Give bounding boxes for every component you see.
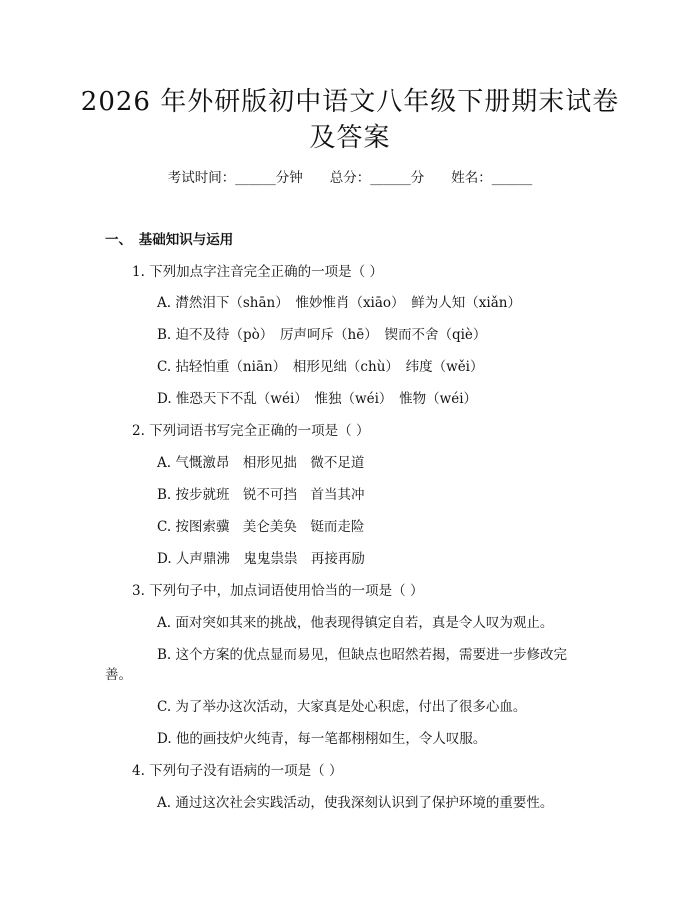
question-3-option-d: D. 他的画技炉火纯青，每一笔都栩栩如生，令人叹服。 [157,731,487,747]
section-heading: 一、 基础知识与运用 [105,232,234,248]
question-3-option-a: A. 面对突如其来的挑战，他表现得镇定自若，真是令人叹为观止。 [157,615,554,631]
page-title-line-2: 及答案 [309,123,391,153]
page-title-line-1: 2026 年外研版初中语文八年级下册期末试卷 [80,87,620,117]
question-3-option-b-continued: 善。 [105,667,132,683]
question-4-stem: 4. 下列句子没有语病的一项是（ ） [132,763,343,779]
question-1-option-d: D. 惟恐天下不乱（wéi） 惟独（wéi） 惟物（wéi） [157,391,478,407]
question-3-option-b: B. 这个方案的优点显而易见，但缺点也昭然若揭，需要进一步修改完 [157,647,568,663]
question-1-option-a: A. 潸然泪下（shān） 惟妙惟肖（xiāo） 鲜为人知（xiǎn） [157,295,521,311]
question-1-option-b: B. 迫不及待（pò） 厉声呵斥（hē） 锲而不舍（qiè） [157,327,487,343]
question-3-option-c: C. 为了举办这次活动，大家真是处心积虑，付出了很多心血。 [157,699,527,715]
exam-info-line: 考试时间：______分钟 总分：______分 姓名：______ [167,170,533,186]
question-1-stem: 1. 下列加点字注音完全正确的一项是（ ） [132,264,383,280]
question-3-stem: 3. 下列句子中，加点词语使用恰当的一项是（ ） [132,583,424,599]
question-2-stem: 2. 下列词语书写完全正确的一项是（ ） [132,423,370,439]
question-2-option-a: A. 气慨激昂 相形见拙 微不足道 [157,455,365,471]
question-1-option-c: C. 拈轻怕重（niān） 相形见绌（chù） 纬度（wěi） [157,359,484,375]
question-2-option-c: C. 按图索骥 美仑美奂 铤而走险 [157,519,365,535]
question-4-option-a: A. 通过这次社会实践活动，使我深刻认识到了保护环境的重要性。 [157,795,554,811]
question-2-option-b: B. 按步就班 锐不可挡 首当其冲 [157,487,365,503]
question-2-option-d: D. 人声鼎沸 鬼鬼祟祟 再接再励 [157,551,365,567]
